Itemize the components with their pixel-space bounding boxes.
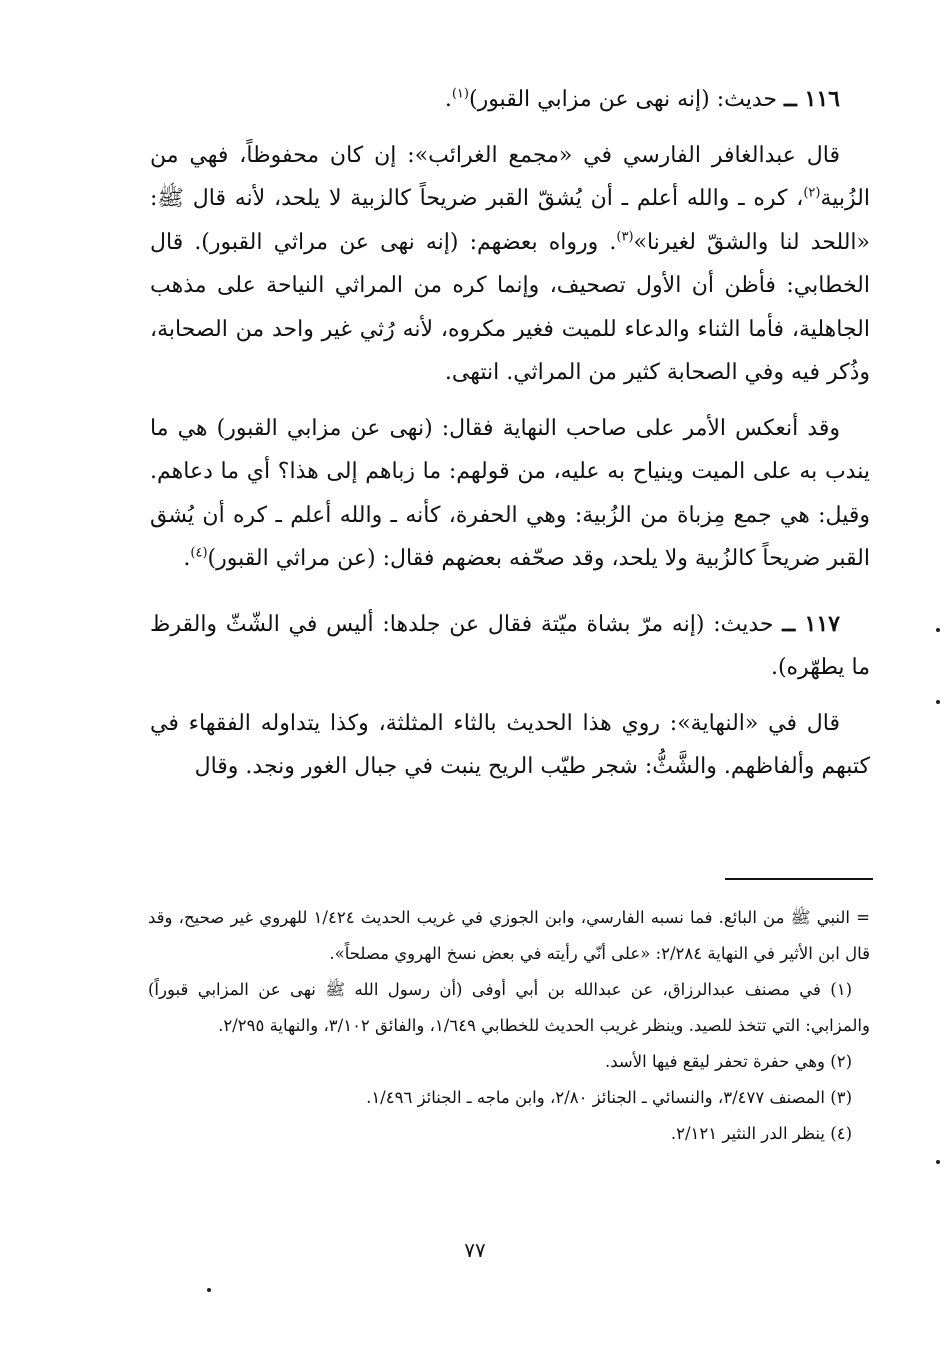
paragraph-text: وقد أنعكس الأمر على صاحب النهاية فقال: (نهى عن مزابي القبور) هي ما يندب به على الميت وينياح به عليه، من قولهم: ما زباهم إلى هذا؟ أي ما دعاهم. وقيل: هي جمع مِزباة من الزُبية: وهي الحفرة، كأنه ـ والله أعلم ـ كره أن يُشق القبر ضريحاً كالزُبية ولا يلحد، وقد صحّفه بعضهم فقال: (عن مراثي القبور) (150, 415, 870, 571)
footnote-1: (١) في مصنف عبدالرزاق، عن عبدالله بن أبي أوفى (أن رسول الله ﷺ نهى عن المزابي قبوراً) والمزابي: التي تتخذ للصيد. وينظر غريب الحديث للخطابي ١/٦٤٩، والفائق ٣/١٠٢، والنهاية ٢/٢٩٥. (148, 980, 870, 1035)
footnote-3: (٣) المصنف ٣/٤٧٧، والنسائي ـ الجنائز ٢/٨٠، وابن ماجه ـ الجنائز ١/٤٩٦. (366, 1088, 852, 1107)
paragraph-text: قال في «النهاية»: روي هذا الحديث بالثاء المثلثة، وكذا يتداوله الفقهاء في كتبهم وألفاظهم. والشَّثُّ: شجر طيّب الريح ينبت في جبال الغور ونجد. وقال (150, 710, 870, 779)
punctuation: . (183, 546, 191, 571)
hadith-117 (150, 603, 870, 690)
paragraph-text: قال عبدالغافر الفارسي في «مجمع الغرائب»: إن كان محفوظاً، فهي من الزُبية (150, 142, 870, 211)
commentary-paragraph (150, 702, 870, 789)
hadith-number: ١١٧ ــ (782, 610, 840, 637)
hadith-text: حديث: (إنه مرّ بشاة ميّتة فقال عن جلدها: أليس في الشّثّ والقرظ ما يطهّره). (150, 611, 870, 680)
footnote-4: (٤) ينظر الدر النثير ٢/١٢١. (670, 1124, 852, 1143)
scan-speck (207, 1288, 211, 1292)
footnote-continuation: = النبي ﷺ من البائع. فما نسبه الفارسي، وابن الجوزي في غريب الحديث ١/٤٢٤ للهروي غير صحيح، وقد قال ابن الأثير في النهاية ٢/٢٨٤: «على أنّي رأيته في بعض نسخ الهروي مصلحاً». (148, 908, 870, 963)
scan-speck (936, 700, 940, 704)
commentary-paragraph (150, 407, 870, 581)
paragraph-text: . ورواه بعضهم: (إنه نهى عن مراثي القبور). قال الخطابي: فأظن أن الأول تصحيف، وإنما كره من المراثي النياحة على مذهب الجاهلية، فأما الثناء والدعاء للميت فغير مكروه، لأنه رُثي غير واحد من الصحابة، وذُكر فيه وفي الصحابة كثير من المراثي. انتهى. (150, 229, 870, 385)
scan-speck (936, 628, 940, 632)
footnote-separator (725, 878, 873, 880)
footnotes (148, 900, 870, 1152)
hadith-116 (150, 78, 870, 122)
punctuation: . (444, 87, 452, 112)
footnote-marker: (١) (451, 86, 469, 102)
main-text (150, 78, 870, 789)
page-number: ٧٧ (464, 1238, 486, 1262)
footnote-marker: (٤) (190, 545, 208, 561)
footnote-marker: (٢) (803, 185, 821, 201)
footnote-marker: (٣) (616, 229, 634, 245)
footnote-2: (٢) وهي حفرة تحفر ليقع فيها الأسد. (605, 1052, 852, 1071)
paragraph-text: ، كره ـ والله أعلم ـ أن يُشقّ القبر ضريحاً كالزبية لا يلحد، لأنه قال ﷺ: «اللحد لنا والشقّ لغيرنا» (150, 186, 871, 255)
commentary-paragraph (150, 134, 870, 395)
scan-speck (936, 1160, 940, 1164)
hadith-number: ١١٦ ــ (783, 86, 840, 112)
hadith-text: حديث: (إنه نهى عن مزابي القبور) (468, 87, 777, 112)
